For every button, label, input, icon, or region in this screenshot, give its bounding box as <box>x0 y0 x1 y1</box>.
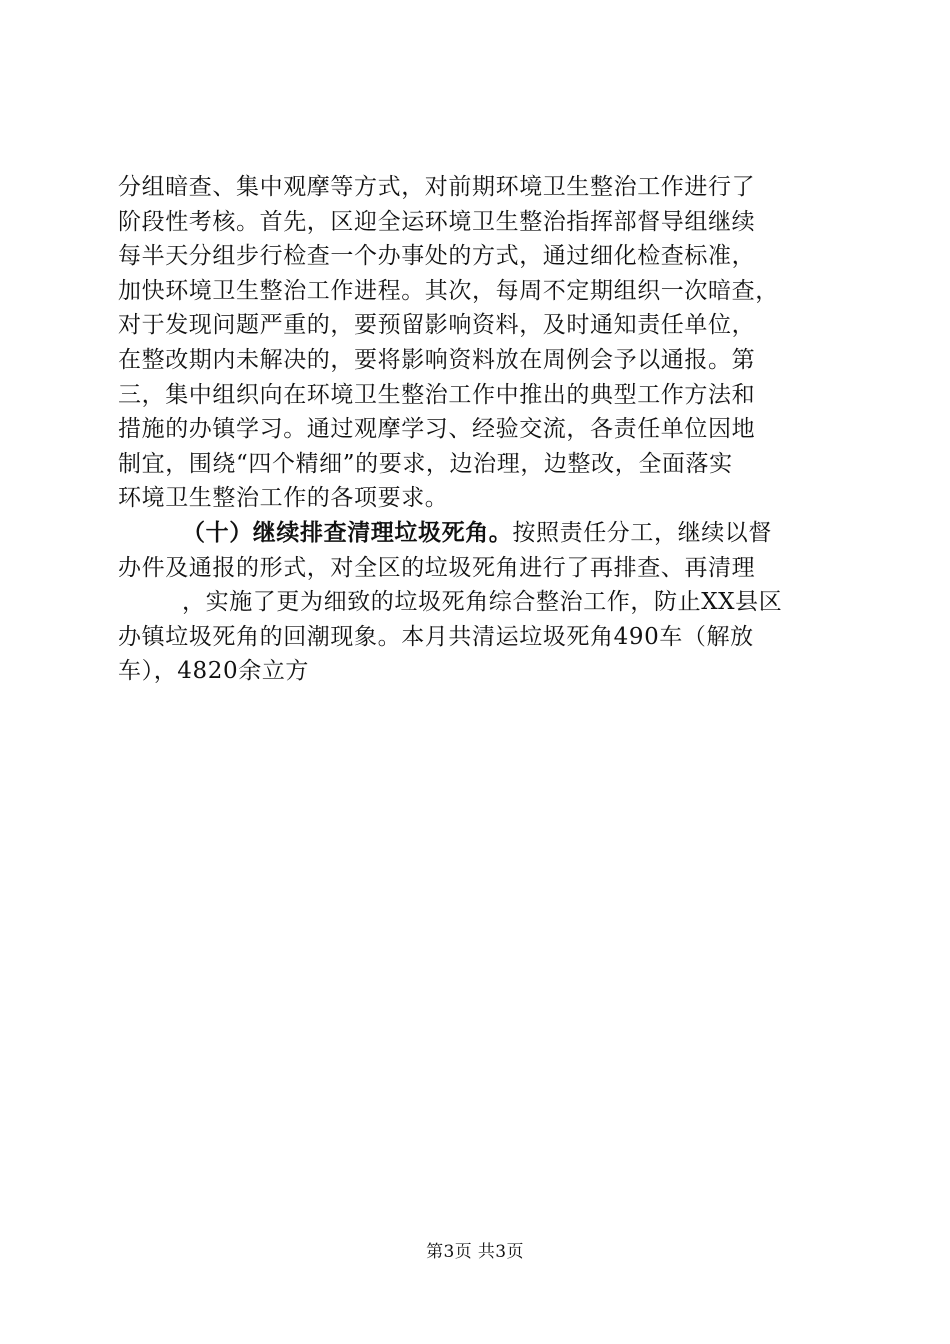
section-heading: （十）继续排查清理垃圾死角。 <box>182 519 513 546</box>
paragraph-line: 阶段性考核。首先，区迎全运环境卫生整治指挥部督导组继续 <box>118 208 756 235</box>
paragraph-line: 分组暗查、集中观摩等方式，对前期环境卫生整治工作进行了 <box>118 174 756 200</box>
paragraph-line: 制宜，围绕“四个精细”的要求，边治理，边整改，全面落实 <box>118 450 733 477</box>
paragraph-line: 三，集中组织向在环境卫生整治工作中推出的典型工作方法和 <box>118 381 756 408</box>
paragraph-line: 环境卫生整治工作的各项要求。 <box>118 485 449 512</box>
body-text <box>118 170 838 689</box>
paragraph-line: 措施的办镇学习。通过观摩学习、经验交流，各责任单位因地 <box>118 416 756 443</box>
paragraph-line: 办镇垃圾死角的回潮现象。本月共清运垃圾死角490车（解放 <box>118 623 754 650</box>
paragraph-line: ，实施了更为细致的垃圾死角综合整治工作，防止XX县区 <box>182 589 783 616</box>
section-heading-line <box>118 516 838 551</box>
page-footer: 第3页 共3页 <box>426 1242 524 1262</box>
paragraph-line: 对于发现问题严重的，要预留影响资料，及时通知责任单位， <box>118 312 756 339</box>
paragraph-line: 在整改期内未解决的，要将影响资料放在周例会予以通报。第 <box>118 346 756 373</box>
paragraph-line: 每半天分组步行检查一个办事处的方式，通过细化检查标准， <box>118 243 756 270</box>
section-heading-rest: 按照责任分工，继续以督 <box>512 519 773 546</box>
paragraph-line: 车），4820余立方 <box>118 658 310 685</box>
paragraph-line: 加快环境卫生整治工作进程。其次，每周不定期组织一次暗查， <box>118 277 779 304</box>
paragraph-line: 办件及通报的形式，对全区的垃圾死角进行了再排查、再清理 <box>118 554 756 581</box>
